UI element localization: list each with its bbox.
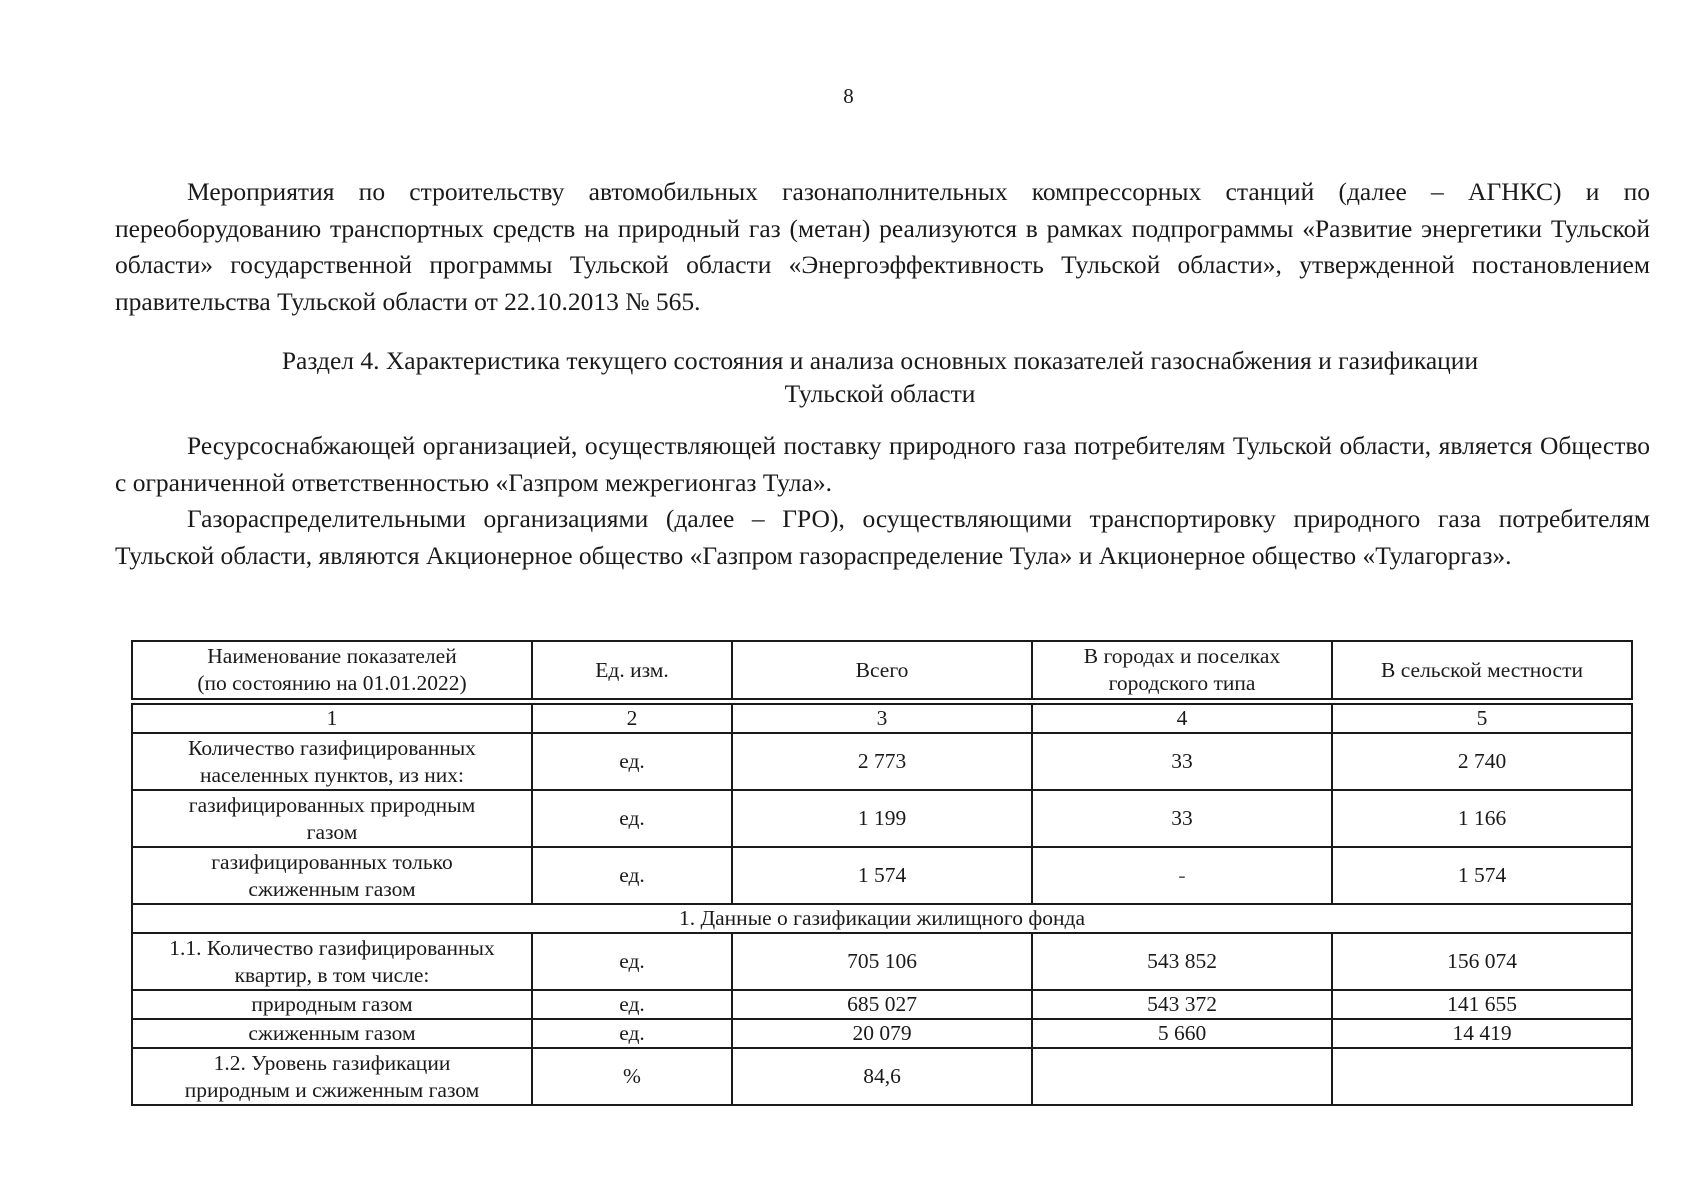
row-unit: ед.: [532, 733, 732, 790]
row-label-line1: 1.2. Уровень газификации: [213, 1050, 451, 1075]
row-urban: [1032, 1048, 1332, 1105]
row-total: 2 773: [732, 733, 1032, 790]
table-row: [132, 1048, 1632, 1105]
row-unit: ед.: [532, 933, 732, 990]
row-rural: 1 574: [1332, 847, 1632, 904]
row-total: 20 079: [732, 1019, 1032, 1048]
row-label: [132, 847, 532, 904]
row-rural: 141 655: [1332, 990, 1632, 1019]
row-label-line2: населенных пунктов, из них:: [199, 762, 465, 787]
paragraph-agnks: Мероприятия по строительству автомобильных газонаполнительных компрессорных станций (далее – АГНКС) и по переоборудованию транспортных средств на природный газ (метан) реализуются в рамках подпрограммы «Развитие энергетики Тульской области» государственной программы Тульской области «Энергоэффективность Тульской области», утвержденной постановлением правительства Тульской области от 22.10.2013 № 565.: [115, 177, 1650, 316]
header-urban-line2: городского типа: [1108, 671, 1256, 695]
page-number: 8: [843, 84, 854, 108]
row-label-line2: природным и сжиженным газом: [184, 1077, 480, 1102]
gasification-table: [131, 640, 1633, 1106]
row-unit: ед.: [532, 790, 732, 847]
row-label-line1: Количество газифицированных: [188, 735, 476, 760]
row-unit: ед.: [532, 990, 732, 1019]
row-label: [132, 790, 532, 847]
table-row: [132, 990, 1632, 1019]
table-header-row: [132, 641, 1632, 699]
header-name-line1: Наименование показателей: [207, 644, 457, 668]
paragraph-supplier: Ресурсоснабжающей организацией, осуществляющей поставку природного газа потребителям Тульской области, является Общество с ограниченной ответственностью «Газпром межрегионгаз Тула».: [115, 431, 1650, 497]
column-number: 5: [1332, 704, 1632, 733]
row-urban: -: [1032, 847, 1332, 904]
table-row: [132, 933, 1632, 990]
row-total: 84,6: [732, 1048, 1032, 1105]
column-numbers-row: [132, 704, 1632, 733]
row-rural: 2 740: [1332, 733, 1632, 790]
row-unit: ед.: [532, 847, 732, 904]
row-label: [132, 1048, 532, 1105]
header-unit: Ед. изм.: [532, 641, 732, 699]
row-total: 1 574: [732, 847, 1032, 904]
row-rural: [1332, 1048, 1632, 1105]
table-row: [132, 733, 1632, 790]
column-number: 4: [1032, 704, 1332, 733]
row-rural: 14 419: [1332, 1019, 1632, 1048]
row-label: природным газом: [132, 990, 532, 1019]
row-unit: ед.: [532, 1019, 732, 1048]
row-total: 705 106: [732, 933, 1032, 990]
gro-paragraph: [115, 501, 1650, 574]
table-row: [132, 1019, 1632, 1048]
column-number: 2: [532, 704, 732, 733]
section-title: [0, 344, 1697, 410]
header-urban: [1032, 641, 1332, 699]
intro-paragraph: [115, 174, 1650, 320]
row-urban: 5 660: [1032, 1019, 1332, 1048]
table-row: [132, 847, 1632, 904]
supplier-paragraph: [115, 428, 1650, 501]
row-unit: %: [532, 1048, 732, 1105]
header-name: [132, 641, 532, 699]
section-heading: 1. Данные о газификации жилищного фонда: [132, 904, 1632, 933]
row-total: 1 199: [732, 790, 1032, 847]
section-title-line2: Тульской области: [784, 379, 976, 408]
header-name-line2: (по состоянию на 01.01.2022): [197, 671, 467, 695]
paragraph-gro: Газораспределительными организациями (далее – ГРО), осуществляющими транспортировку природного газа потребителям Тульской области, являются Акционерное общество «Газпром газораспределение Тула» и Акционерное общество «Тулагоргаз».: [115, 504, 1650, 570]
header-rural: В сельской местности: [1332, 641, 1632, 699]
column-number: 3: [732, 704, 1032, 733]
header-total: Всего: [732, 641, 1032, 699]
header-urban-line1: В городах и поселках: [1083, 644, 1281, 668]
row-label: [132, 933, 532, 990]
row-urban: 33: [1032, 790, 1332, 847]
row-urban: 33: [1032, 733, 1332, 790]
row-label-line1: газифицированных только: [211, 849, 453, 874]
column-number: 1: [132, 704, 532, 733]
row-label-line2: сжиженным газом: [248, 876, 416, 901]
row-rural: 156 074: [1332, 933, 1632, 990]
section-row: [132, 904, 1632, 933]
row-label-line1: 1.1. Количество газифицированных: [169, 935, 495, 960]
row-label-line2: квартир, в том числе:: [234, 962, 430, 987]
row-rural: 1 166: [1332, 790, 1632, 847]
row-label: [132, 733, 532, 790]
row-urban: 543 852: [1032, 933, 1332, 990]
row-label-line1: газифицированных природным: [188, 792, 476, 817]
row-total: 685 027: [732, 990, 1032, 1019]
row-label-line2: газом: [306, 819, 358, 844]
row-label: сжиженным газом: [132, 1019, 532, 1048]
section-title-line1: Раздел 4. Характеристика текущего состояния и анализа основных показателей газоснабжения и газификации: [281, 346, 1479, 375]
table-row: [132, 790, 1632, 847]
row-urban: 543 372: [1032, 990, 1332, 1019]
